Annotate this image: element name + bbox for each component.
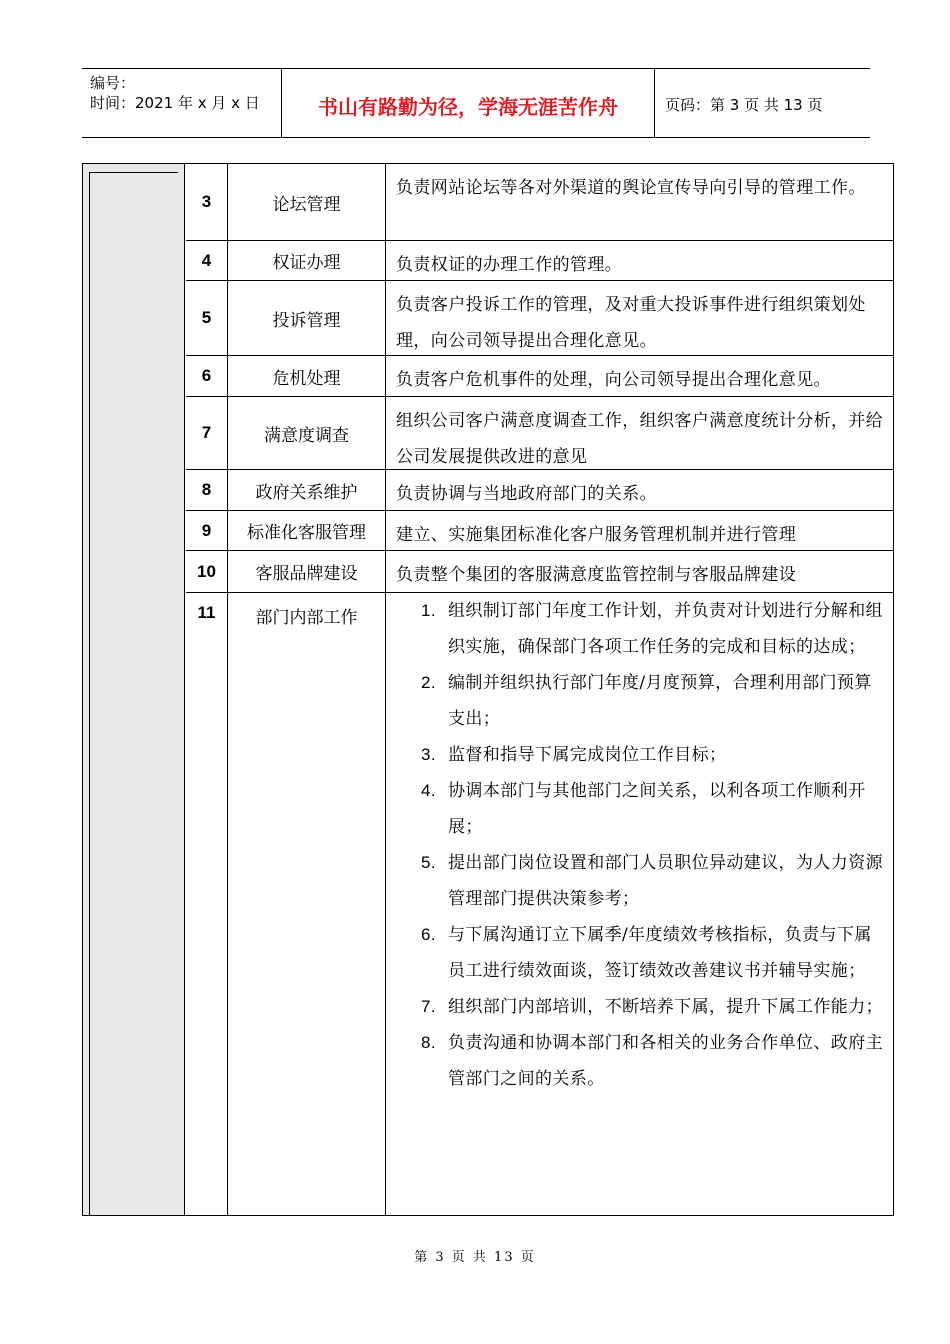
table-row <box>186 593 893 1215</box>
item-text: 负责沟通和协调本部门和各相关的业务合作单位、政府主管部门之间的关系。 <box>448 1033 883 1089</box>
doc-number-label: 编号： <box>90 74 136 92</box>
row-number: 6 <box>186 356 228 396</box>
row-number: 7 <box>186 397 228 469</box>
duty-description: 负责客户危机事件的处理，向公司领导提出合理化意见。 <box>396 370 831 390</box>
duty-name: 危机处理 <box>228 356 386 396</box>
internal-duties-list <box>396 593 887 1097</box>
table-row <box>186 470 893 511</box>
list-item <box>396 737 887 773</box>
duty-description: 负责整个集团的客服满意度监管控制与客服品牌建设 <box>396 565 797 585</box>
table-row <box>186 356 893 397</box>
header-meta <box>90 73 260 113</box>
header-motto: 书山有路勤为径，学海无涯苦作舟 <box>318 95 618 119</box>
item-number: 4. <box>421 781 436 800</box>
list-item <box>396 845 887 917</box>
item-text: 与下属沟通订立下属季/年度绩效考核指标，负责与下属员工进行绩效面谈，签订绩效改善建议书并辅导实施； <box>448 925 872 981</box>
item-number: 5. <box>421 853 436 872</box>
row-number: 9 <box>186 511 228 550</box>
table-row <box>186 397 893 470</box>
duty-description: 建立、实施集团标准化客户服务管理机制并进行管理 <box>396 525 797 545</box>
list-item <box>396 989 887 1025</box>
duty-name: 部门内部工作 <box>228 593 386 1215</box>
list-item <box>396 773 887 845</box>
item-text: 协调本部门与其他部门之间关系，以利各项工作顺利开展； <box>448 781 866 837</box>
table-row <box>186 241 893 281</box>
duty-description: 负责权证的办理工作的管理。 <box>396 255 623 275</box>
item-number: 1. <box>421 601 436 620</box>
list-item <box>396 593 887 665</box>
duty-description: 负责协调与当地政府部门的关系。 <box>396 484 657 504</box>
list-item <box>396 665 887 737</box>
date-line: 时间：2021 年 x 月 x 日 <box>90 94 260 112</box>
list-item <box>396 1025 887 1097</box>
category-column <box>83 164 185 1215</box>
page-header <box>82 68 870 138</box>
duty-name: 满意度调查 <box>228 397 386 469</box>
duty-description: 负责网站论坛等各对外渠道的舆论宣传导向引导的管理工作。 <box>396 178 866 198</box>
row-number: 10 <box>186 551 228 592</box>
item-number: 8. <box>421 1033 436 1052</box>
duty-description <box>386 593 893 1215</box>
list-item <box>396 917 887 989</box>
table-row <box>186 551 893 593</box>
item-text: 监督和指导下属完成岗位工作目标； <box>448 745 727 765</box>
duty-description: 组织公司客户满意度调查工作，组织客户满意度统计分析，并给公司发展提供改进的意见 <box>396 411 884 467</box>
table-row <box>186 511 893 551</box>
item-number: 6. <box>421 925 436 944</box>
item-text: 编制并组织执行部门年度/月度预算，合理利用部门预算支出； <box>448 673 872 729</box>
header-divider <box>654 69 655 137</box>
duty-description: 负责客户投诉工作的管理，及对重大投诉事件进行组织策划处理，向公司领导提出合理化意见。 <box>396 295 866 351</box>
row-number: 8 <box>186 470 228 510</box>
table-row <box>186 164 893 241</box>
item-text: 组织部门内部培训，不断培养下属，提升下属工作能力； <box>448 997 883 1017</box>
duty-name: 客服品牌建设 <box>228 551 386 592</box>
item-text: 提出部门岗位设置和部门人员职位异动建议，为人力资源管理部门提供决策参考； <box>448 853 883 909</box>
item-text: 组织制订部门年度工作计划，并负责对计划进行分解和组织实施，确保部门各项工作任务的完成和目标的达成； <box>448 601 883 657</box>
duty-name: 投诉管理 <box>228 281 386 355</box>
duty-name: 论坛管理 <box>228 164 386 240</box>
row-number: 11 <box>186 593 228 1215</box>
page-footer: 第 3 页 共 13 页 <box>414 1250 536 1265</box>
item-number: 3. <box>421 745 436 764</box>
row-number: 4 <box>186 241 228 280</box>
duty-name: 标准化客服管理 <box>228 511 386 550</box>
header-page-info: 页码：第 3 页 共 13 页 <box>665 96 823 114</box>
row-number: 3 <box>186 164 228 240</box>
row-number: 5 <box>186 281 228 355</box>
item-number: 2. <box>421 673 436 692</box>
duties-table <box>82 163 894 1216</box>
table-row <box>186 281 893 356</box>
duty-name: 权证办理 <box>228 241 386 280</box>
duty-name: 政府关系维护 <box>228 470 386 510</box>
item-number: 7. <box>421 997 436 1016</box>
